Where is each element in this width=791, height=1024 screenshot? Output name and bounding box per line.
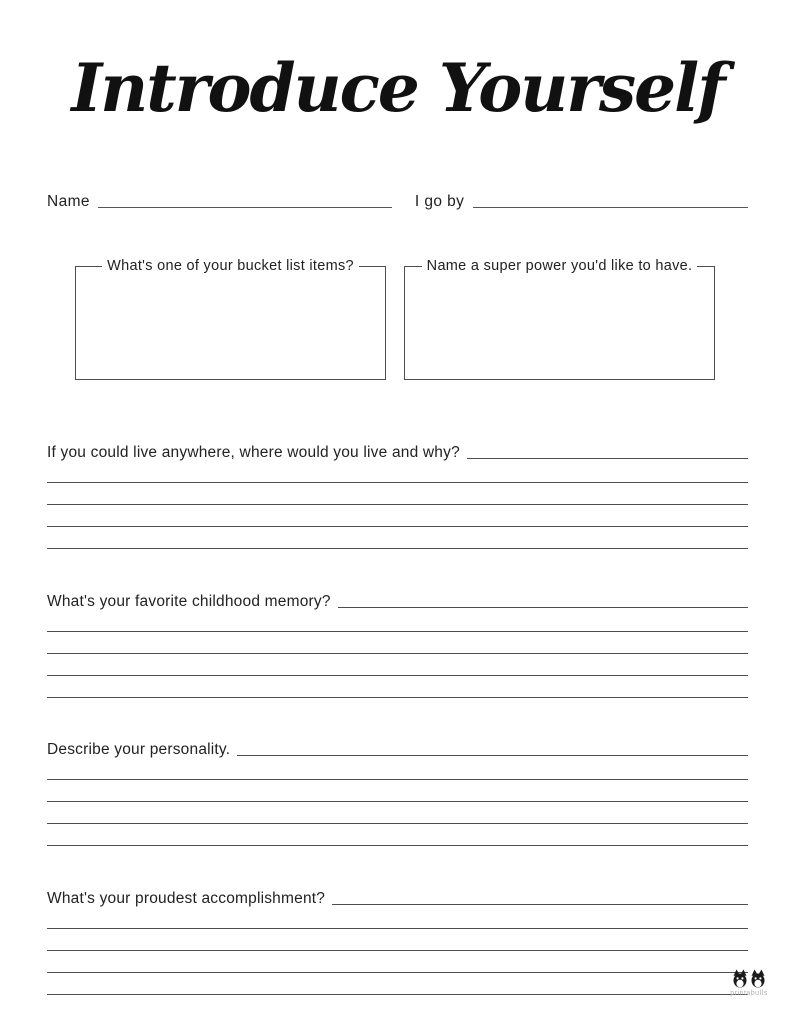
answer-line[interactable] [47, 824, 748, 846]
bucket-list-box-label: What's one of your bucket list items? [107, 258, 354, 274]
goes-by-label: I go by [414, 193, 465, 210]
name-label: Name [47, 193, 90, 210]
answer-line[interactable] [47, 802, 748, 824]
bulldogs-icon [732, 969, 766, 988]
answer-line[interactable] [467, 458, 748, 459]
answer-line[interactable] [47, 632, 748, 654]
printabulls-logo [723, 969, 775, 998]
brand-name: printabulls [730, 990, 768, 997]
answer-line[interactable] [332, 904, 748, 905]
answer-line[interactable] [47, 527, 748, 549]
answer-line[interactable] [47, 951, 748, 973]
question-section-live-anywhere [47, 444, 748, 549]
question-section-childhood-memory [47, 593, 748, 698]
page-title: Introduce Yourself [71, 49, 724, 127]
goes-by-input-line[interactable] [473, 207, 748, 208]
question-label: Describe your personality. [47, 741, 231, 758]
answer-line[interactable] [47, 973, 748, 995]
answer-line[interactable] [47, 610, 748, 632]
question-label: What's your favorite childhood memory? [47, 593, 331, 610]
super-power-box-label: Name a super power you'd like to have. [426, 258, 693, 274]
answer-line[interactable] [338, 607, 748, 608]
answer-line[interactable] [47, 654, 748, 676]
super-power-answer-box[interactable] [404, 258, 715, 380]
answer-boxes-row [75, 258, 715, 380]
answer-line[interactable] [47, 483, 748, 505]
answer-line[interactable] [47, 907, 748, 929]
name-input-line[interactable] [98, 207, 392, 208]
question-section-personality [47, 741, 748, 846]
answer-line[interactable] [47, 676, 748, 698]
name-row [47, 192, 748, 210]
question-section-proudest-accomplishment [47, 890, 748, 995]
question-label: What's your proudest accomplishment? [47, 890, 326, 907]
answer-line[interactable] [47, 929, 748, 951]
answer-line[interactable] [237, 755, 748, 756]
answer-line[interactable] [47, 780, 748, 802]
answer-line[interactable] [47, 461, 748, 483]
answer-line[interactable] [47, 758, 748, 780]
answer-line[interactable] [47, 505, 748, 527]
bucket-list-answer-box[interactable] [75, 258, 386, 380]
question-label: If you could live anywhere, where would you live and why? [47, 444, 460, 461]
